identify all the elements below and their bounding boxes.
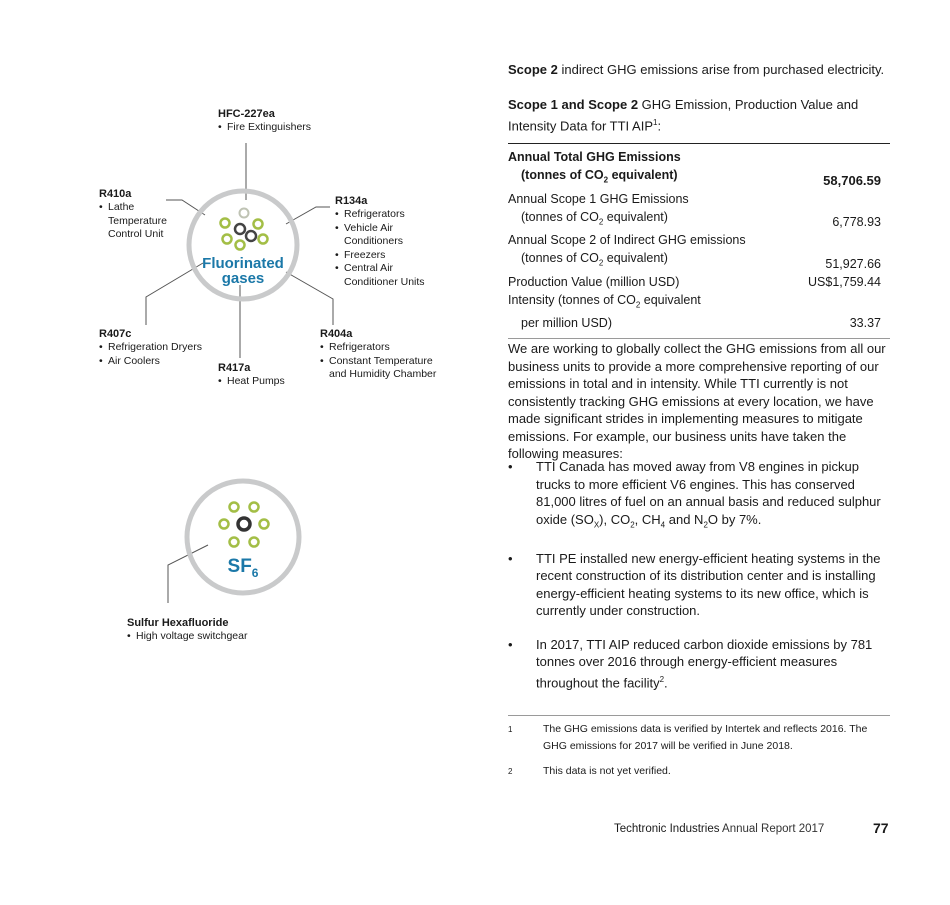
row5-label1-post: equivalent [640,292,701,307]
bullet1-text: TTI Canada has moved away from V8 engines in pickup trucks to more efficient V6 engines. This has conserved 81,000 litres of fuel on an annual basis and reduced sulphur oxide (SO [536,459,881,527]
sf6-molecule-icon [220,503,269,547]
bullet1-sub: 4 [660,520,666,530]
footnote-2 [508,763,890,780]
bullet2-text: TTI PE installed new energy-efficient heating systems in the recent construction of its distribution center and is installing energy-efficient heating systems to its new office, which is currently under construction. [536,550,881,619]
r407c-title: R407c [99,328,132,340]
table-intro-sup: 1 [653,117,658,127]
label-r410a [99,188,167,242]
list-item [508,636,892,692]
row5-value: 33.37 [849,316,881,330]
bullet1-sub: X [593,520,600,530]
footer-company: Techtronic Industries [614,823,720,835]
row2-label1: Annual Scope 1 GHG Emissions [508,191,689,206]
sf6-center-sub: 6 [251,565,259,580]
table-row [508,166,890,190]
sf6-title: Sulfur Hexafluoride [127,617,229,629]
r410a-item-line: Control Unit [108,228,164,240]
row3-value: 51,927.66 [825,256,881,271]
sf6-center-main: SF [227,556,252,577]
r410a-items [99,201,167,242]
list-item [508,550,892,620]
scope2-rest: indirect GHG emissions arise from purchased electricity. [557,62,885,77]
ghg-table-wrap [508,143,890,339]
row2-label2-post: equivalent) [603,209,668,224]
r410a-title: R410a [99,188,132,200]
row5-label1 [508,291,792,315]
measures-list [508,458,892,707]
row5-label1-sub: 2 [635,300,641,309]
table-intro [508,96,898,134]
label-r407c [99,328,202,368]
row3-label2 [508,249,792,273]
fluorinated-center-label [183,256,303,286]
row2-label2-pre: (tonnes of CO [521,209,599,224]
r134a-item-line: • Vehicle Air [335,222,425,236]
table-row [508,190,890,208]
r407c-item: • Refrigeration Dryers [99,341,202,355]
r417a-items [218,375,285,389]
table-row [508,314,890,332]
ghg-table [508,148,890,332]
table-row [508,273,890,291]
row1-label1: Annual Total GHG Emissions [508,150,681,164]
row1-label2-sub: 2 [603,175,609,185]
footer-report: Annual Report 2017 [719,823,825,835]
bullet3-text: In 2017, TTI AIP reduced carbon dioxide emissions by 781 tonnes over 2016 through energy-efficient measures throughout the facility [536,636,873,690]
r134a-item-line: • Freezers [335,249,425,263]
table-row [508,249,890,273]
row4-label: Production Value (million USD) [508,274,680,289]
sf6-center-label [203,556,283,584]
r410a-item-line: Temperature [108,214,167,227]
table-intro-rest: GHG Emission, Production Value and Intensity Data for TTI AIP [508,97,859,133]
table-intro-bold: Scope 1 and Scope 2 [508,97,639,112]
label-hfc227ea [218,108,311,135]
r407c-items [99,341,202,368]
sf6-items [127,630,247,644]
row3-label2-pre: (tonnes of CO [521,251,599,265]
row1-value: 58,706.59 [823,172,881,188]
table-row [508,291,890,315]
row1-label2 [508,166,792,190]
label-r134a [335,195,425,289]
body-paragraph: We are working to globally collect the GHG emissions from all our business units to provide a more comprehensive reporting of our emissions in total and in intensity. While TTI currently is not consistently tracking GHG emissions at every location, we have made significant strides in implementing measures to mitigate emissions. For example, our business units have taken the following measures: [508,341,886,461]
row3-label2-sub: 2 [598,258,604,268]
bullet1-sub: 2 [630,520,635,530]
label-r404a [320,328,436,382]
row1-label2-pre: (tonnes of CO [521,168,604,182]
hfc227ea-items [218,121,311,135]
page-number: 77 [873,820,889,836]
row2-label2-sub: 2 [598,217,604,226]
bullet1-text: O by 7%. [707,511,762,527]
r407c-item: • Air Coolers [99,355,202,369]
r404a-item-line: • Constant Temperature [320,355,436,369]
sf6-item: • High voltage switchgear [127,630,247,644]
footnote-divider [508,715,890,716]
row2-label2 [508,208,792,232]
table-row [508,148,890,166]
hfc227ea-item: • Fire Extinguishers [218,121,311,135]
bullet1-text: , CH [634,511,661,527]
r134a-title: R134a [335,195,368,207]
row4-value: US$1,759.44 [808,274,881,289]
bullet3-sup: 2 [659,674,665,684]
row3-label1: Annual Scope 2 of Indirect GHG emissions [508,233,746,247]
fluorinated-center-line1: Fluorinated [202,255,284,272]
r134a-items [335,208,425,289]
r134a-item-line: Conditioner Units [344,275,425,288]
r410a-item-line: • Lathe [99,201,167,215]
bullet-dot: • [508,550,513,566]
label-r417a [218,362,285,389]
bullet1-text: and N [665,511,704,527]
fluorinated-center-line2: gases [221,270,265,287]
page-footer [614,823,824,835]
bullet3-end: . [664,674,668,690]
r404a-item-line: and Humidity Chamber [329,368,437,380]
r134a-item-line: • Central Air [335,262,425,276]
table-row [508,208,890,232]
r417a-item: • Heat Pumps [218,375,285,389]
scope2-bold: Scope 2 [508,62,558,77]
footnote-1-num: 1 [508,725,513,734]
r404a-title: R404a [320,328,353,340]
list-item [508,458,892,534]
row5-label2: per million USD) [521,316,612,330]
footnote-1-text: The GHG emissions data is verified by Intertek and reflects 2016. The GHG emissions for 2017 will be verified in June 2018. [543,723,868,752]
footnote-2-num: 2 [508,767,513,776]
scope2-sentence [508,61,898,79]
bullet1-text: ), CO [599,511,631,527]
r404a-item-line: • Refrigerators [320,341,436,355]
hfc227ea-title: HFC-227ea [218,108,275,120]
r404a-items [320,341,436,382]
r134a-item-line: Conditioners [344,235,403,247]
bullet1-sub: 2 [703,520,708,530]
label-sulfur-hexafluoride [127,617,247,644]
row5-label1-pre: Intensity (tonnes of CO [508,292,636,307]
bullet-dot: • [508,459,513,474]
footnote-1 [508,721,890,755]
r417a-title: R417a [218,362,251,374]
table-row [508,231,890,249]
row3-label2-post: equivalent) [603,251,668,265]
bullet-dot: • [508,636,513,652]
footnote-2-text: This data is not yet verified. [543,765,671,777]
table-intro-end: : [657,117,662,133]
fluorinated-molecule-icon [221,209,268,250]
r134a-item-line: • Refrigerators [335,208,425,222]
row2-value: 6,778.93 [832,215,881,229]
row1-label2-post: equivalent) [608,168,678,182]
